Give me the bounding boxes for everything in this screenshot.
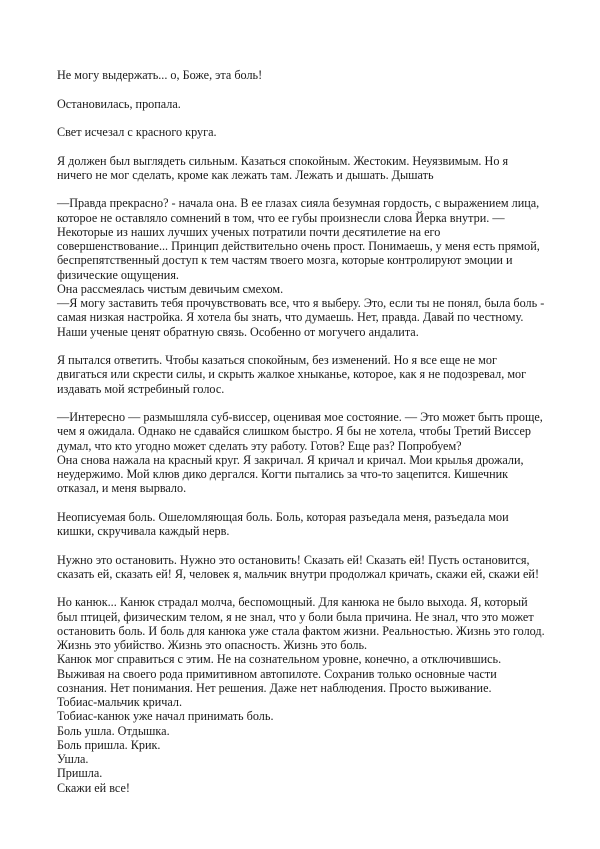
text-line: думал, что кто угодно может сделать эту работу. Готов? Еще раз? Попробуем? [57,438,462,453]
text-line: Боль пришла. Крик. [57,737,161,752]
text-line: Но канюк... Канюк страдал молча, беспомощный. Для канюка не было выхода. Я, который [57,595,528,610]
text-line: сказать ей, сказать ей! Я, человек я, мальчик внутри продолжал кричать, скажи ей, скажи ей! [57,566,540,581]
text-line: Тобиас-мальчик кричал. [57,695,183,709]
text-line: Свет исчезал с красного круга. [57,125,217,139]
text-line: Ушла. [57,752,89,766]
text-line: двигаться или скрести силы, и скрыть жалкое хныканье, которое, как я не подозревал, мог [57,367,527,382]
text-line: был птицей, физическим телом, я не знал, что у боли была причина. Не знал, что это может [57,609,534,624]
text-line: Скажи ей все! [57,780,130,795]
text-line: Неописуемая боль. Ошеломляющая боль. Боль, которая разъедала меня, разъедала мои [57,509,509,524]
text-line: беспрепятственный доступ к тем частям твоего мозга, которые контролируют эмоции и [57,253,513,268]
text-line: Канюк мог справиться с этим. Не на сознательном уровне, конечно, а отключившись. [57,652,502,667]
text-line: неудержимо. Мой клюв дико дергался. Когти пытались за что-то зацепится. Кишечник [57,467,509,481]
text-line: отказал, и меня вырвало. [57,481,187,496]
text-line: Некоторые из наших лучших ученых потратили почти десятилетие на его [57,224,441,239]
text-line: Она рассмеялась чистым девичьим смехом. [57,281,284,296]
text-line: Выживая на своего рода примитивном автопилоте. Сохранив только основные части [57,666,497,681]
text-line: Она снова нажала на красный круг. Я закричал. Я кричал и кричал. Мои крылья дрожали, [57,452,524,467]
blank-line [57,496,557,510]
text-line: —Я могу заставить тебя прочувствовать все, что я выберу. Это, если ты не понял, была боль - [57,296,545,310]
text-line: совершенствование... Принцип действительно очень прост. Понимаешь, у меня есть прямой, [57,239,540,253]
text-line: ничего не мог сделать, кроме как лежать там. Лежать и дышать. Дышать [57,167,434,182]
text-line: Не могу выдержать... о, Боже, эта боль! [57,68,263,82]
text-line: Я должен был выглядеть сильным. Казаться спокойным. Жестоким. Неуязвимым. Но я [57,153,509,168]
text-line: издавать мой ястребиный голос. [57,381,225,396]
text-line: чем я ожидала. Однако не сдавайся слишком быстро. Я бы не хотела, чтобы Третий Виссер [57,424,531,439]
text-line: Нужно это остановить. Нужно это остановить! Сказать ей! Сказать ей! Пусть остановится, [57,552,530,567]
blank-line [57,538,557,552]
blank-line [57,581,557,595]
blank-line [57,82,557,96]
text-line: Боль ушла. Отдышка. [57,723,170,738]
text-line: —Правда прекрасно? - начала она. В ее глазах сияла безумная гордость, с выражением лица, [57,196,540,211]
text-line: остановить боль. И боль для канюка уже стала фактом жизни. Реальностью. Жизнь это голод. [57,623,545,638]
text-line: Пришла. [57,766,103,781]
text-line: самая низкая настройка. Я хотела бы знать, что думаешь. Нет, правда. Давай по честному. [57,310,524,325]
text-line: которое не оставляло сомнений в том, что ее губы произнесли слова Йерка внутри. — [57,210,505,225]
blank-line [57,139,557,153]
document-page [57,68,557,795]
text-line: Жизнь это убийство. Жизнь это опасность. Жизнь это боль. [57,638,368,652]
blank-line [57,396,557,410]
text-line: Тобиас-канюк уже начал принимать боль. [57,709,274,724]
text-line: Наши ученые ценят обратную связь. Особенно от могучего андалита. [57,324,419,339]
text-line: физические ощущения. [57,267,179,282]
blank-line [57,111,557,125]
text-line: —Интересно — размышляла суб-виссер, оценивая мое состояние. — Это может быть проще, [57,410,543,424]
blank-line [57,182,557,196]
text-line: Я пытался ответить. Чтобы казаться спокойным, без изменений. Но я все еще не мог [57,353,497,367]
text-line: кишки, скручивала каждый нерв. [57,524,230,538]
text-line: сознания. Нет понимания. Нет решения. Даже нет наблюдения. Просто выживание. [57,680,492,695]
text-line: Остановилась, пропала. [57,96,181,111]
blank-line [57,339,557,353]
